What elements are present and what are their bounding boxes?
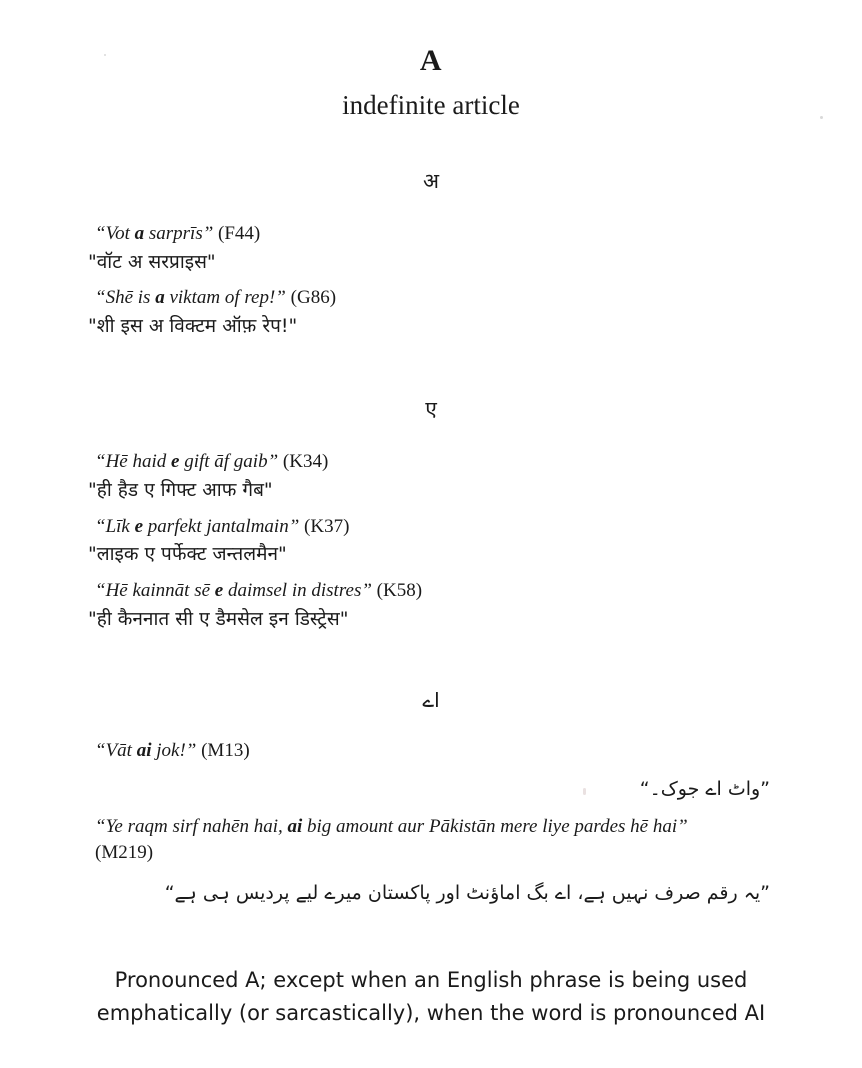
- example-reference: (F44): [218, 223, 261, 244]
- dictionary-page: [0, 44, 862, 1068]
- example-reference: (M13): [201, 740, 250, 762]
- example-roman-text: “Hē kainnāt sē e daimsel in distres”: [95, 579, 372, 601]
- example-entry: [0, 738, 862, 804]
- page-title: A: [419, 44, 443, 77]
- example-native: "लाइक ए पर्फेक्ट जन्तलमैन": [88, 543, 287, 566]
- example-roman: [0, 221, 862, 247]
- pronunciation-note: Pronounced A; except when an English phrase is being used emphatically (or sarcastically), when the word is pronounced AI: [96, 968, 766, 1025]
- example-reference: (M219): [95, 841, 154, 863]
- example-roman-text: “Vot a sarprīs”: [95, 223, 214, 244]
- example-roman: [0, 738, 862, 764]
- page-subtitle: indefinite article: [342, 90, 520, 120]
- example-native: ”یہ رقم صرف نہیں ہے، اے بگ اماؤنٹ اور پاکستان میرے لیے پردیس ہی ہے“: [164, 881, 770, 904]
- example-roman: [0, 814, 862, 840]
- script-heading-urdu-ai: اے: [422, 688, 440, 713]
- example-reference: (K34): [282, 451, 329, 473]
- scan-speck: [820, 116, 823, 119]
- example-roman: [0, 449, 862, 475]
- section-urdu-ai: [0, 688, 862, 908]
- example-entry: [0, 285, 862, 339]
- section-devanagari-a: [0, 167, 862, 339]
- example-roman: [0, 514, 862, 540]
- example-reference: (K37): [304, 515, 350, 537]
- script-heading-devanagari-a: अ: [422, 169, 440, 193]
- example-native: "शी इस अ विक्टम ऑफ़ रेप!": [88, 314, 298, 337]
- example-entry: [0, 814, 862, 908]
- example-native: ”واٹ اے جوک۔“: [639, 777, 770, 800]
- example-entry: [0, 514, 862, 568]
- example-reference: (K58): [376, 579, 423, 601]
- scan-speck: [104, 54, 106, 56]
- example-roman-text: “Shē is a viktam of rep!”: [95, 287, 286, 309]
- example-roman-text: “Ye raqm sirf nahēn hai, ai big amount aur Pākistān mere liye pardes hē hai”: [95, 816, 688, 838]
- example-entry: [0, 221, 862, 275]
- example-roman-text: “Līk e parfekt jantalmain”: [95, 515, 300, 537]
- example-roman-text: “Hē haid e gift āf gaib”: [95, 451, 279, 473]
- example-native: "वॉट अ सरप्राइस": [88, 250, 216, 273]
- example-reference: (G86): [290, 287, 337, 309]
- example-entry: [0, 578, 862, 632]
- scan-speck: [583, 788, 586, 795]
- example-roman: [0, 578, 862, 604]
- example-native: "ही हैड ए गिफ्ट आफ गैब": [88, 479, 273, 502]
- example-roman: [0, 285, 862, 311]
- script-heading-devanagari-e: ए: [425, 397, 437, 422]
- example-native: "ही कैननात सी ए डैमसेल इन डिस्ट्रेस": [88, 607, 349, 630]
- example-entry: [0, 449, 862, 503]
- example-roman-text: “Vāt ai jok!”: [95, 740, 197, 762]
- section-devanagari-e: [0, 395, 862, 632]
